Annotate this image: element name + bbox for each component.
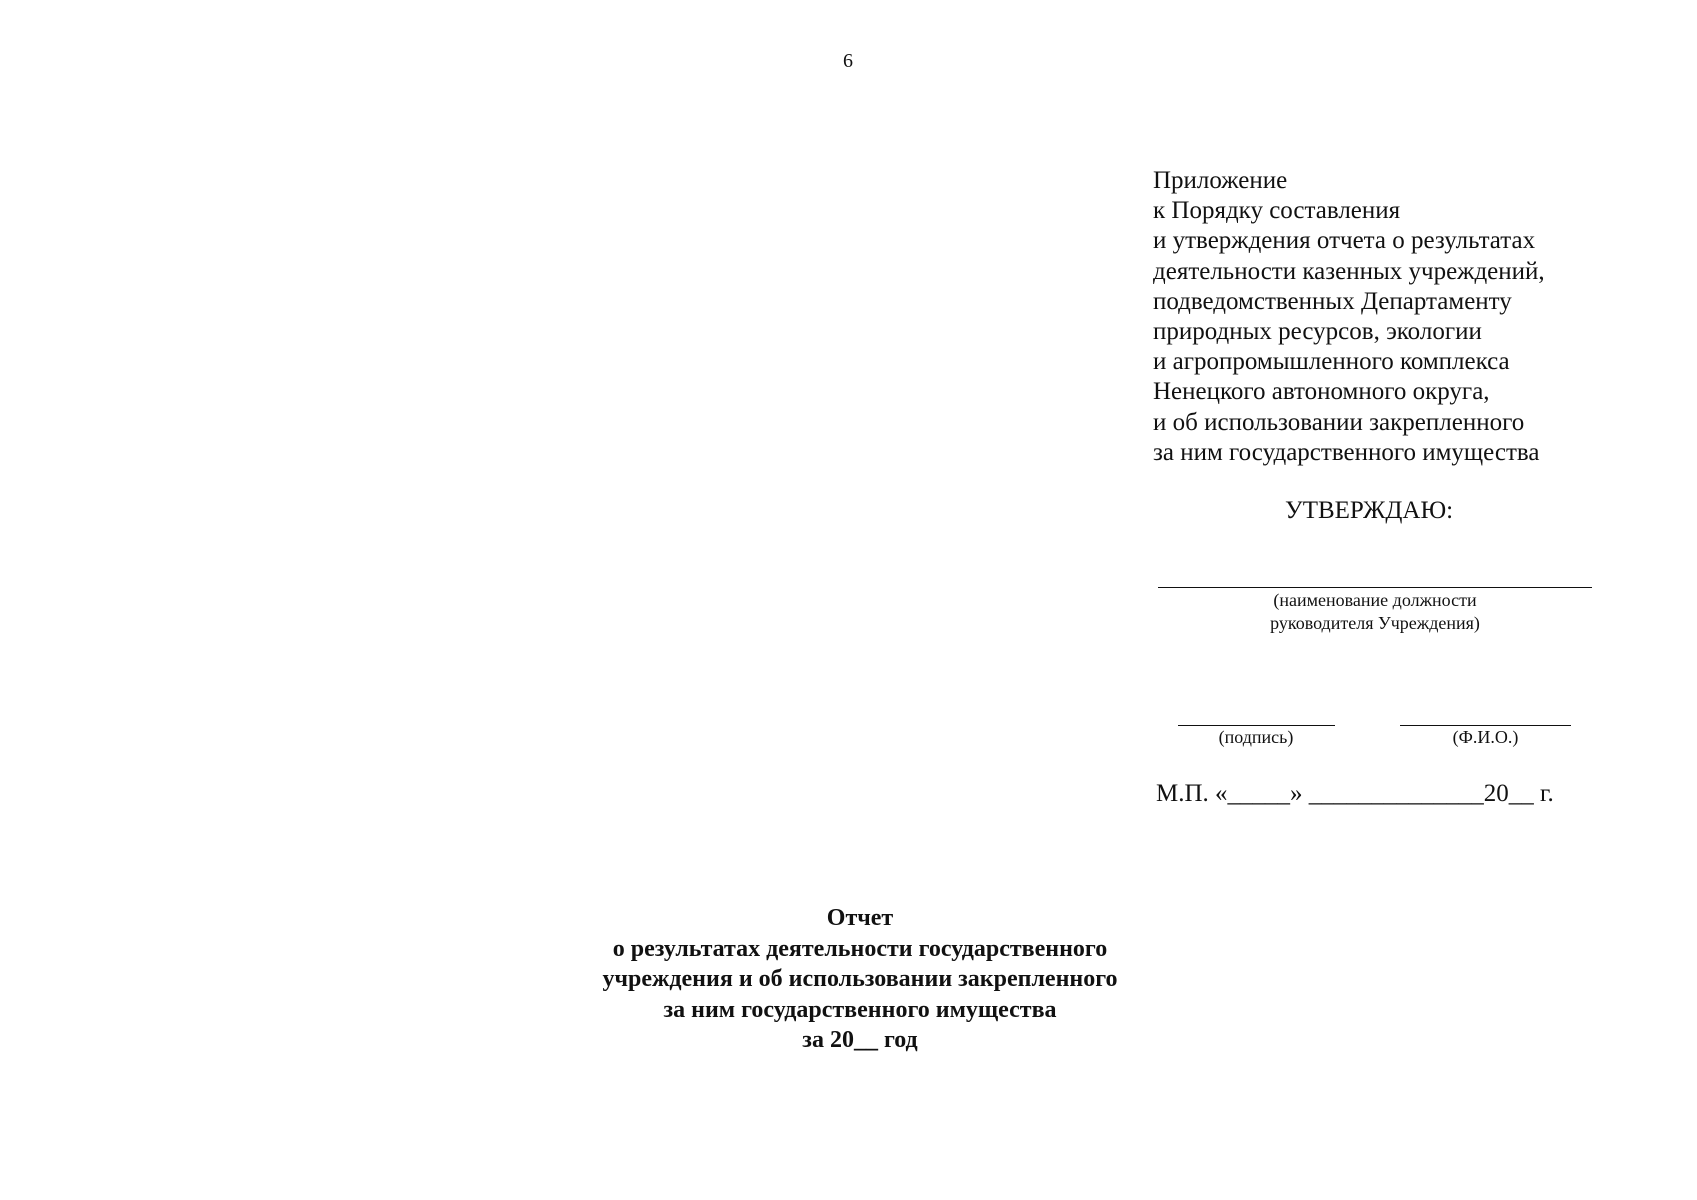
- report-heading-line: о результатах деятельности государственного: [612, 935, 1108, 962]
- report-heading-line: учреждения и об использовании закрепленного: [602, 966, 1118, 992]
- stamp-date-line: М.П. «_____» ______________20__ г.: [1156, 780, 1554, 807]
- position-signature-line: [1158, 587, 1592, 588]
- fio-caption: (Ф.И.О.): [1452, 727, 1519, 747]
- report-heading-line: за 20__ год: [802, 1027, 918, 1053]
- appendix-line: деятельности казенных учреждений,: [1153, 257, 1545, 285]
- approval-title: УТВЕРЖДАЮ:: [1285, 497, 1454, 524]
- appendix-line: к Порядку составления: [1153, 197, 1401, 225]
- report-heading-line: Отчет: [826, 905, 894, 931]
- position-caption: [1158, 589, 1592, 635]
- appendix-line: подведомственных Департаменту: [1153, 287, 1512, 315]
- report-heading-line: за ним государственного имущества: [663, 996, 1057, 1023]
- position-caption-line: руководителя Учреждения): [1270, 613, 1480, 633]
- page-number: 6: [843, 50, 853, 72]
- fio-line: [1400, 725, 1571, 726]
- appendix-line: за ним государственного имущества: [1153, 438, 1540, 466]
- appendix-line: природных ресурсов, экологии: [1153, 318, 1482, 346]
- report-heading: [500, 903, 1220, 1056]
- signature-line: [1178, 725, 1335, 726]
- appendix-line: и агропромышленного комплекса: [1153, 348, 1510, 376]
- appendix-line: Ненецкого автономного округа,: [1153, 378, 1490, 406]
- appendix-line: и об использовании закрепленного: [1153, 408, 1525, 436]
- appendix-line: Приложение: [1153, 167, 1288, 194]
- appendix-line: и утверждения отчета о результатах: [1153, 227, 1536, 255]
- position-caption-line: (наименование должности: [1273, 590, 1477, 610]
- appendix-block: [1153, 166, 1593, 468]
- signature-caption: (подпись): [1218, 727, 1294, 747]
